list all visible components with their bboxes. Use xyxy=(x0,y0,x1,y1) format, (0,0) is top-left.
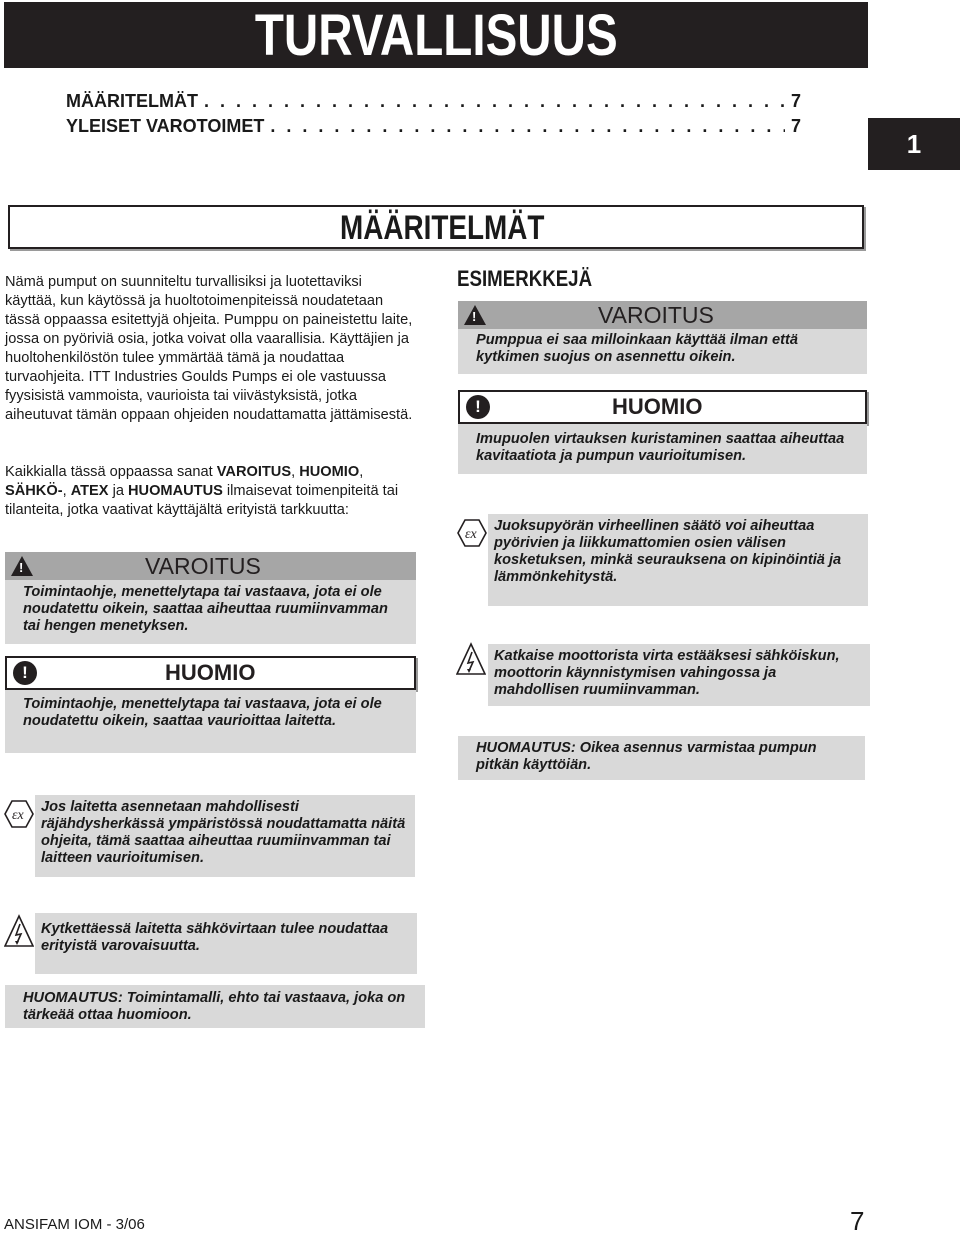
warning-header xyxy=(5,552,416,580)
page-title-bar xyxy=(4,2,868,68)
ex-icon xyxy=(4,800,34,828)
caution-box xyxy=(5,656,416,753)
intro-paragraph: Nämä pumput on suunniteltu turvallisiksi ja luotettaviksi käyttää, kun käytössä ja huoltotoimenpiteissä noudatetaan tässä oppaassa esitettyjä ohjeita. Pumppu on paineistettu laite, jossa on pyöriviä osia, jotka voivat olla vaarallisia. Käyttäjien ja huoltohenkilöstön tulee ymmärtää tämä ja noudattaa turvaohjeita. ITT Industries Goulds Pumps ei ole vastuussa fyysisistä vammoista, vaurioista tai viivästyksistä, jotka aiheutuvat tämän oppaan ohjeiden noudattamatta jättämisestä. xyxy=(5,274,413,423)
icon-glyph: ! xyxy=(475,397,481,416)
section-title: MÄÄRITELMÄT xyxy=(340,209,545,247)
exclamation-icon xyxy=(13,661,37,685)
caution-label: HUOMIO xyxy=(165,660,256,685)
warning-triangle-icon xyxy=(464,305,486,325)
huomautus-note: HUOMAUTUS: Oikea asennus varmistaa pumpun pitkän käyttöiän. xyxy=(458,736,865,780)
warning-box xyxy=(5,552,416,644)
examples-heading xyxy=(457,266,616,292)
page-title: TURVALLISUUS xyxy=(254,2,618,68)
warning-label: VAROITUS xyxy=(145,552,261,579)
text-run: ja xyxy=(108,483,128,499)
text-run: , xyxy=(359,464,364,480)
electrical-note: Kytkettäessä laitetta sähkövirtaan tulee noudattaa erityistä varovaisuutta. xyxy=(35,913,417,974)
toc-entry[interactable] xyxy=(66,116,801,137)
electrical-note: Katkaise moottorista virta estääksesi sähköiskun, moottorin käynnistymisen vahingossa ja mahdollisen ruumiinvamman. xyxy=(488,644,870,706)
huomautus-note: HUOMAUTUS: Toimintamalli, ehto tai vastaava, joka on tärkeää ottaa huomioon. xyxy=(5,985,425,1028)
icon-glyph: ! xyxy=(22,663,28,682)
text-run: ilmaisevat toimenpiteitä tai tilanteita, jotka vaativat käyttäjältä erityistä tarkkuutta: xyxy=(5,483,399,518)
atex-note: Juoksupyörän virheellinen säätö voi aiheuttaa pyörivien ja liikkumattomien osien välisen kosketuksen, minkä seurauksena on kipinöintiä ja lämmönkehitystä. xyxy=(488,514,868,606)
electrical-hazard-icon xyxy=(456,642,486,676)
document-id: ANSIFAM IOM - 3/06 xyxy=(4,1216,145,1233)
warning-box xyxy=(458,301,867,374)
signal-word: HUOMIO xyxy=(299,464,360,480)
caution-header xyxy=(5,656,416,690)
toc-page: 7 xyxy=(790,91,801,111)
toc-entry[interactable] xyxy=(66,91,801,112)
toc-page: 7 xyxy=(790,116,801,136)
svg-text:εx: εx xyxy=(12,808,24,823)
exclamation-icon xyxy=(466,395,490,419)
toc-leader xyxy=(204,91,785,112)
warning-text: Pumppua ei saa milloinkaan käyttää ilman että kytkimen suojus on asennettu oikein. xyxy=(458,329,867,374)
caution-box xyxy=(458,390,867,474)
warning-header xyxy=(458,301,867,329)
toc-label: YLEISET VAROTOIMET xyxy=(66,116,265,136)
caution-text: Toimintaohje, menettelytapa tai vastaava, jota ei ole noudatettu oikein, saattaa vaurioittaa laitetta. xyxy=(5,690,416,753)
caution-text: Imupuolen virtauksen kuristaminen saattaa aiheuttaa kavitaatiota ja pumpun vaurioitumisen. xyxy=(458,424,867,474)
toc-leader xyxy=(270,116,785,137)
icon-glyph: ! xyxy=(472,309,477,324)
chapter-tab: 1 xyxy=(868,118,960,170)
section-header xyxy=(8,205,864,249)
text-run: , xyxy=(62,483,71,499)
text-run: , xyxy=(291,464,300,480)
electrical-hazard-icon xyxy=(4,914,34,948)
signal-word: VAROITUS xyxy=(216,464,292,480)
icon-glyph: ! xyxy=(19,560,24,575)
signal-word: HUOMAUTUS xyxy=(128,483,223,499)
warning-triangle-icon xyxy=(11,556,33,576)
toc-label: MÄÄRITELMÄT xyxy=(66,91,198,111)
svg-text:εx: εx xyxy=(465,527,477,542)
ex-icon xyxy=(457,519,487,547)
text-run: Kaikkialla tässä oppaassa sanat xyxy=(5,464,217,480)
caution-label: HUOMIO xyxy=(612,394,703,419)
examples-heading-text: ESIMERKKEJÄ xyxy=(457,266,593,291)
warning-label: VAROITUS xyxy=(598,301,714,328)
signal-words-paragraph xyxy=(5,463,417,520)
warning-text: Toimintaohje, menettelytapa tai vastaava, jota ei ole noudatettu oikein, saattaa aiheuttaa ruumiinvamman tai hengen menetyksen. xyxy=(5,580,416,644)
signal-word: SÄHKÖ- xyxy=(5,483,63,499)
page-number: 7 xyxy=(850,1206,865,1236)
atex-note: Jos laitetta asennetaan mahdollisesti räjähdysherkässä ympäristössä noudattamatta näitä ohjeita, tämä saattaa aiheuttaa ruumiinvamman tai laitteen vaurioitumisen. xyxy=(35,795,415,877)
signal-word: ATEX xyxy=(70,483,109,499)
caution-header xyxy=(458,390,867,424)
